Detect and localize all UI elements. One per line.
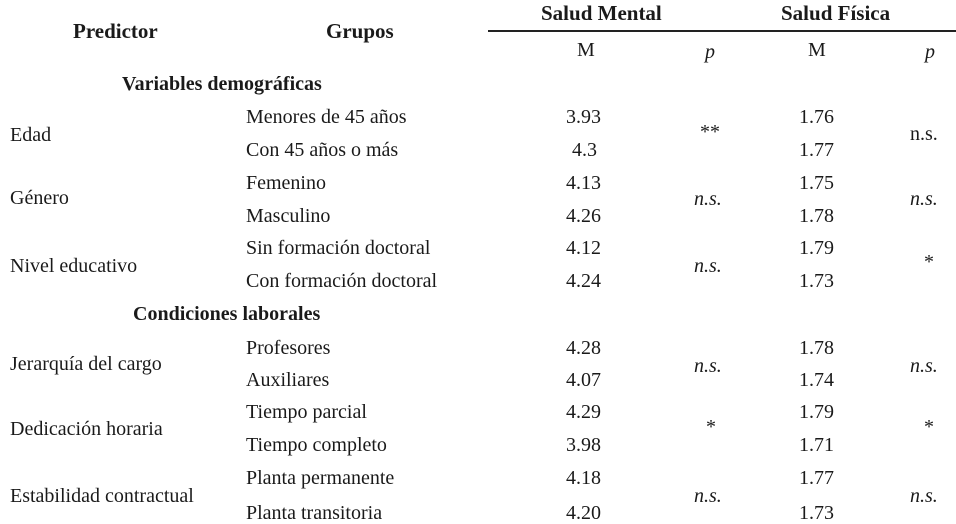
header-grupos: Grupos <box>326 19 394 43</box>
fisica-estabilidad-2: 1.73 <box>799 502 834 524</box>
fisica-jerarquia-1: 1.78 <box>799 337 834 359</box>
header-salud-fisica: Salud Física <box>781 1 891 25</box>
mental-genero-2: 4.26 <box>566 205 601 227</box>
predictor-jerarquia: Jerarquía del cargo <box>10 353 162 375</box>
header-rule <box>488 30 956 32</box>
p-fisica-genero: n.s. <box>910 188 938 210</box>
predictor-nivel-educativo: Nivel educativo <box>10 255 138 277</box>
p-fisica-estabilidad: n.s. <box>910 485 938 507</box>
fisica-nivel-2: 1.73 <box>799 270 834 292</box>
header-salud-mental: Salud Mental <box>541 1 662 25</box>
group-genero-1: Femenino <box>246 172 326 194</box>
mental-estabilidad-1: 4.18 <box>566 467 601 489</box>
p-mental-dedicacion: * <box>706 416 716 438</box>
header-p-mental: p <box>705 41 715 63</box>
group-nivel-2: Con formación doctoral <box>246 270 438 292</box>
group-dedicacion-1: Tiempo parcial <box>246 401 367 423</box>
fisica-jerarquia-2: 1.74 <box>799 369 834 391</box>
fisica-dedicacion-1: 1.79 <box>799 401 834 423</box>
p-fisica-edad: n.s. <box>910 123 938 145</box>
fisica-nivel-1: 1.79 <box>799 237 834 259</box>
section-laborales: Condiciones laborales <box>133 303 321 325</box>
p-mental-estabilidad: n.s. <box>694 485 722 507</box>
group-edad-1: Menores de 45 años <box>246 106 407 128</box>
fisica-genero-2: 1.78 <box>799 205 834 227</box>
p-fisica-nivel: * <box>924 251 934 273</box>
p-fisica-jerarquia: n.s. <box>910 355 938 377</box>
mental-jerarquia-1: 4.28 <box>566 337 601 359</box>
p-mental-edad: ** <box>700 121 720 143</box>
mental-dedicacion-1: 4.29 <box>566 401 601 423</box>
fisica-genero-1: 1.75 <box>799 172 834 194</box>
p-mental-nivel: n.s. <box>694 255 722 277</box>
fisica-edad-1: 1.76 <box>799 106 834 128</box>
group-jerarquia-2: Auxiliares <box>246 369 330 391</box>
group-jerarquia-1: Profesores <box>246 337 331 359</box>
mental-dedicacion-2: 3.98 <box>566 434 601 456</box>
mental-edad-1: 3.93 <box>566 106 601 128</box>
section-demograficas: Variables demográficas <box>122 73 322 95</box>
group-dedicacion-2: Tiempo completo <box>246 434 387 456</box>
p-fisica-dedicacion: * <box>924 416 934 438</box>
fisica-dedicacion-2: 1.71 <box>799 434 834 456</box>
mental-nivel-1: 4.12 <box>566 237 601 259</box>
group-nivel-1: Sin formación doctoral <box>246 237 431 259</box>
group-edad-2: Con 45 años o más <box>246 139 399 161</box>
predictor-dedicacion: Dedicación horaria <box>10 418 163 440</box>
header-m-fisica: M <box>808 39 826 61</box>
mental-estabilidad-2: 4.20 <box>566 502 601 524</box>
group-genero-2: Masculino <box>246 205 331 227</box>
header-m-mental: M <box>577 39 595 61</box>
p-mental-jerarquia: n.s. <box>694 355 722 377</box>
mental-jerarquia-2: 4.07 <box>566 369 601 391</box>
mental-nivel-2: 4.24 <box>566 270 601 292</box>
group-estabilidad-1: Planta permanente <box>246 467 395 489</box>
mental-genero-1: 4.13 <box>566 172 601 194</box>
predictor-genero: Género <box>10 187 69 209</box>
fisica-estabilidad-1: 1.77 <box>799 467 834 489</box>
predictor-estabilidad: Estabilidad contractual <box>10 485 194 507</box>
header-predictor: Predictor <box>73 19 158 43</box>
predictor-edad: Edad <box>10 124 52 146</box>
group-estabilidad-2: Planta transitoria <box>246 502 383 524</box>
fisica-edad-2: 1.77 <box>799 139 834 161</box>
header-p-fisica: p <box>925 41 935 63</box>
p-mental-genero: n.s. <box>694 188 722 210</box>
mental-edad-2: 4.3 <box>572 139 597 161</box>
